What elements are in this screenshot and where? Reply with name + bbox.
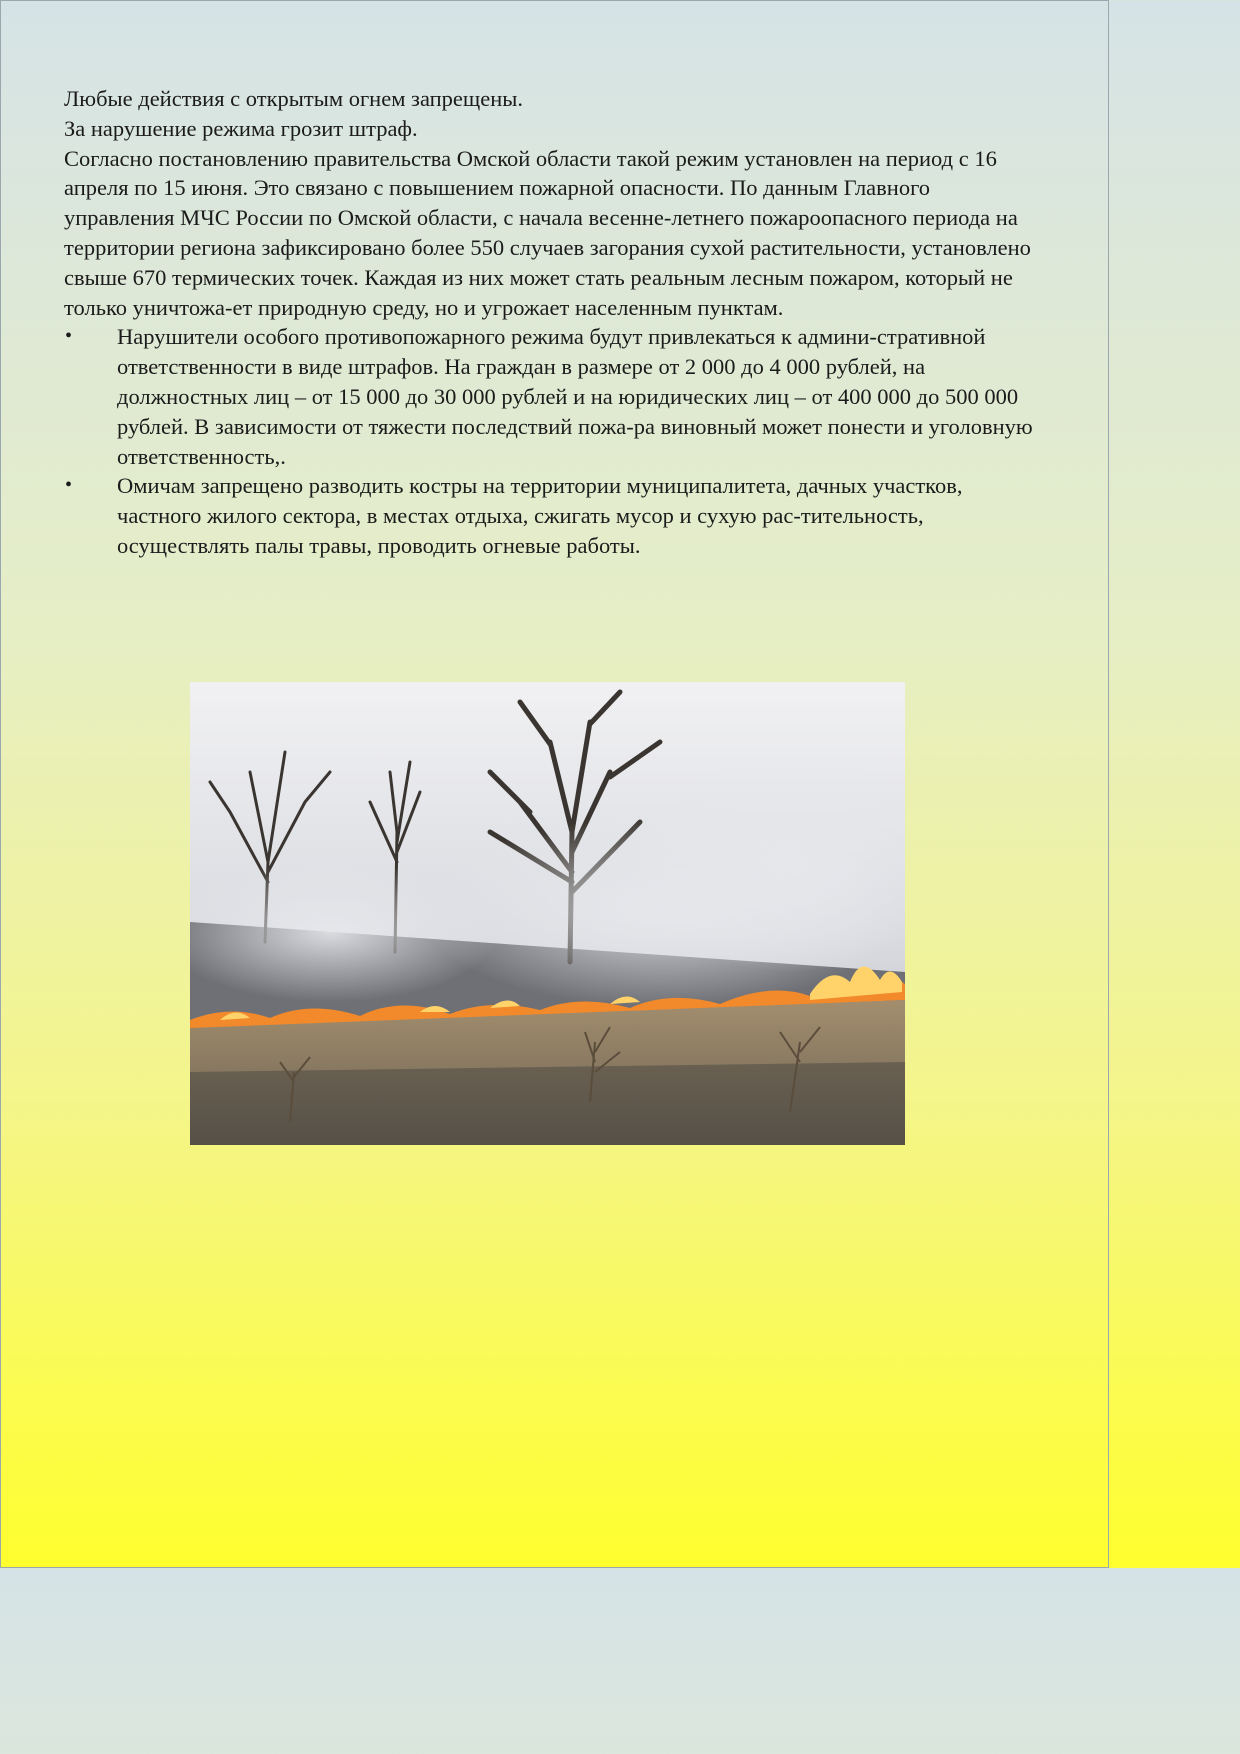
document-body bbox=[64, 84, 1036, 561]
grass-fire-image bbox=[190, 682, 905, 1145]
bullet-marker: • bbox=[65, 474, 73, 497]
bullet-text: Омичам запрещено разводить костры на территории муниципалитета, дачных участков, частного жилого сектора, в местах отдыха, сжигать мусор и сухую рас-тительность, осуществлять палы травы, проводить огневые работы. bbox=[117, 473, 963, 558]
list-item bbox=[64, 471, 1036, 560]
bullet-text: Нарушители особого противопожарного режима будут привлекаться к админи-стративной ответственности в виде штрафов. На граждан в размере от 2 000 до 4 000 рублей, на должностных лиц – от 15 000 до 30 000 рублей и на юридических лиц – от 400 000 до 500 000 рублей. В зависимости от тяжести последствий пожа-ра виновный может понести и уголовную ответственность,. bbox=[117, 324, 1033, 469]
bullet-marker: • bbox=[65, 325, 73, 348]
warning-line: Любые действия с открытым огнем запрещены. bbox=[64, 86, 524, 111]
main-paragraph: Согласно постановлению правительства Омской области такой режим установлен на период с 16 апреля по 15 июня. Это связано с повышением пожарной опасности. По данным Главного управления МЧС России по Омской области, с начала весенне-летнего пожароопасного периода на территории региона зафиксировано более 550 случаев загорания сухой растительности, установлено свыше 670 термических точек. Каждая из них может стать реальным лесным пожаром, который не только уничтожа-ет природную среду, но и угрожает населенным пунктам. bbox=[64, 145, 1031, 320]
list-item bbox=[64, 322, 1036, 471]
bullet-list bbox=[64, 322, 1036, 560]
grass-fire-photo bbox=[190, 682, 905, 1145]
fine-line: За нарушение режима грозит штраф. bbox=[64, 115, 418, 141]
